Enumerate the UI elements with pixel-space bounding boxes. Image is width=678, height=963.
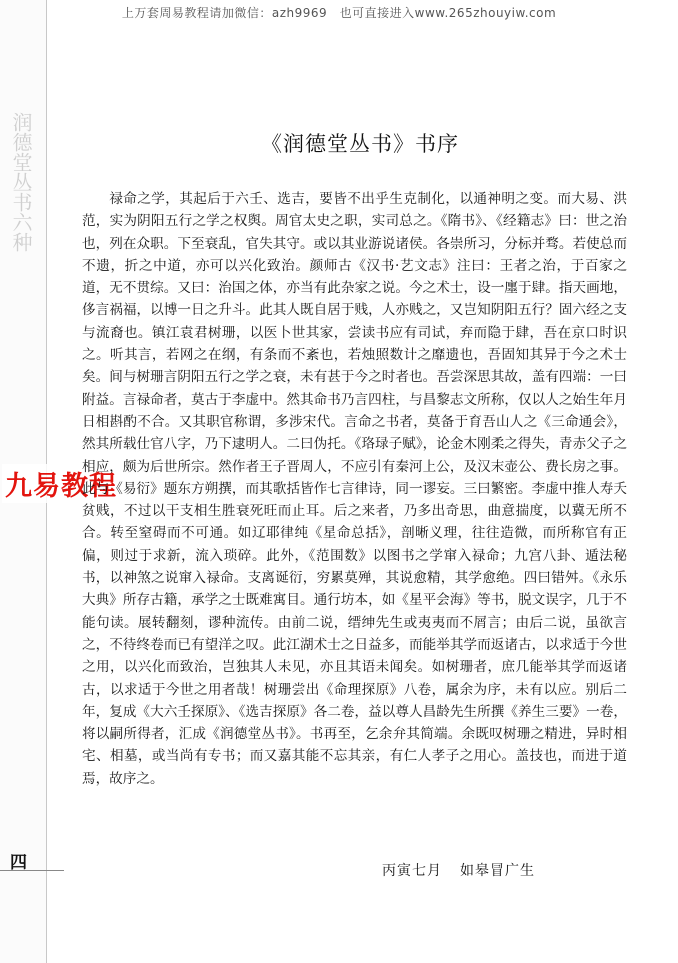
overlay-watermark-logo: 九易教程: [2, 464, 120, 503]
document-body: [82, 188, 627, 790]
page-number-rule: [0, 870, 46, 871]
page-number-rule-extension: [46, 870, 64, 871]
page-number: 四: [10, 853, 27, 873]
document-title: 《润德堂丛书》书序: [261, 132, 459, 156]
signature-date: 丙寅七月: [382, 863, 442, 879]
body-paragraph: 禄命之学，其起后于六壬、选吉，要皆不出乎生克制化，以通神明之变。而大易、洪范，实为阴阳五行之学之权舆。周官太史之职，实司总之。《隋书》、《经籍志》曰：世之治也，列在众职。下至衰乱，官失其守。或以其业游说诸侯。各崇所习，分标并骛。若使总而不遗，折之中道，亦可以兴化致治。颜师古《汉书·艺文志》注曰：王者之治，于百家之道，无不贯综。又曰：治国之体，亦当有此杂家之说。今之术士，设一廛于肆。指天画地，侈言祸福，以博一日之升斗。此其人既自居于贱，人亦贱之，又岂知阴阳五行？固六经之支与流裔也。镇江袁君树珊，以医卜世其家，尝读书应有司试，弃而隐于肆，吾在京口时识之。听其言，若网之在纲，有条而不紊也，若烛照数计之靡遗也，吾固知其异于今之术士矣。间与树珊言阴阳五行之学之衰，未有甚于今之时者也。吾尝深思其故，盖有四端：一曰附益。言禄命者，莫古于李虚中。然其命书乃言四柱，与昌黎志文所称，仅以人之始生年月日相斟酌不合。又其职官称谓，多涉宋代。言命之书者，莫备于育吾山人之《三命通会》，然其所载仕官八字，乃下逮明人。二曰伪托。《珞琭子赋》，论金木刚柔之得失，青赤父子之相应，颇为后世所宗。然作者王子晋周人，不应引有秦河上公，及汉末壶公、费长房之事。此与《易衍》题东方朔撰，而其歌括皆作七言律诗，同一谬妄。三曰繁密。李虚中推人寿夭贫贱，不过以干支相生胜衰死旺而止耳。后之来者，乃多出奇思，曲意揣度，以冀无所不合。转至窒碍而不可通。如辽耶律纯《星命总括》，剖晰义理，往往造微，而所称官有正偏，则过于求新，流入琐碎。此外，《范围数》以图书之学窜入禄命；九宫八卦、遁法秘书，以神煞之说窜入禄命。支离诞衍，穷累莫殚，其说愈精，其学愈绝。四曰错舛。《永乐大典》所存古籍，承学之士既难寓目。通行坊本，如《星平会海》等书，脱文误字，几于不能句读。展转翻刻，谬种流传。由前二说，缙绅先生或夷夷而不屑言；由后二说，虽欲言之，不待终卷而已有望洋之叹。此江湖术士之日益多，而能举其学而返诸古，以求适于今世之用，以兴化而致治，岂独其人未见，亦且其语未闻矣。如树珊者，庶几能举其学而返诸古，以求适于今世之用者哉！树珊尝出《命理探原》八卷，属余为序，未有以应。别后二年，复成《大六壬探原》、《选吉探原》各二卷，益以尊人昌龄先生所撰《养生三要》一卷，将以嗣所得者，汇成《润德堂丛书》。书再至，乞余弁其简端。余既叹树珊之精进，异时相宅、相墓，或当尚有专书；而又嘉其能不忘其亲，有仁人孝子之用心。盖技也，而进于道焉，故序之。: [82, 191, 627, 787]
signature-line: [382, 860, 535, 880]
signature-author: 如皋冒广生: [460, 863, 535, 879]
spine-series-title: 润德堂丛书六种: [9, 112, 33, 252]
header-watermark: 上万套周易教程请加微信：azh9969 也可直接进入www.265zhouyiw.com: [121, 6, 557, 20]
